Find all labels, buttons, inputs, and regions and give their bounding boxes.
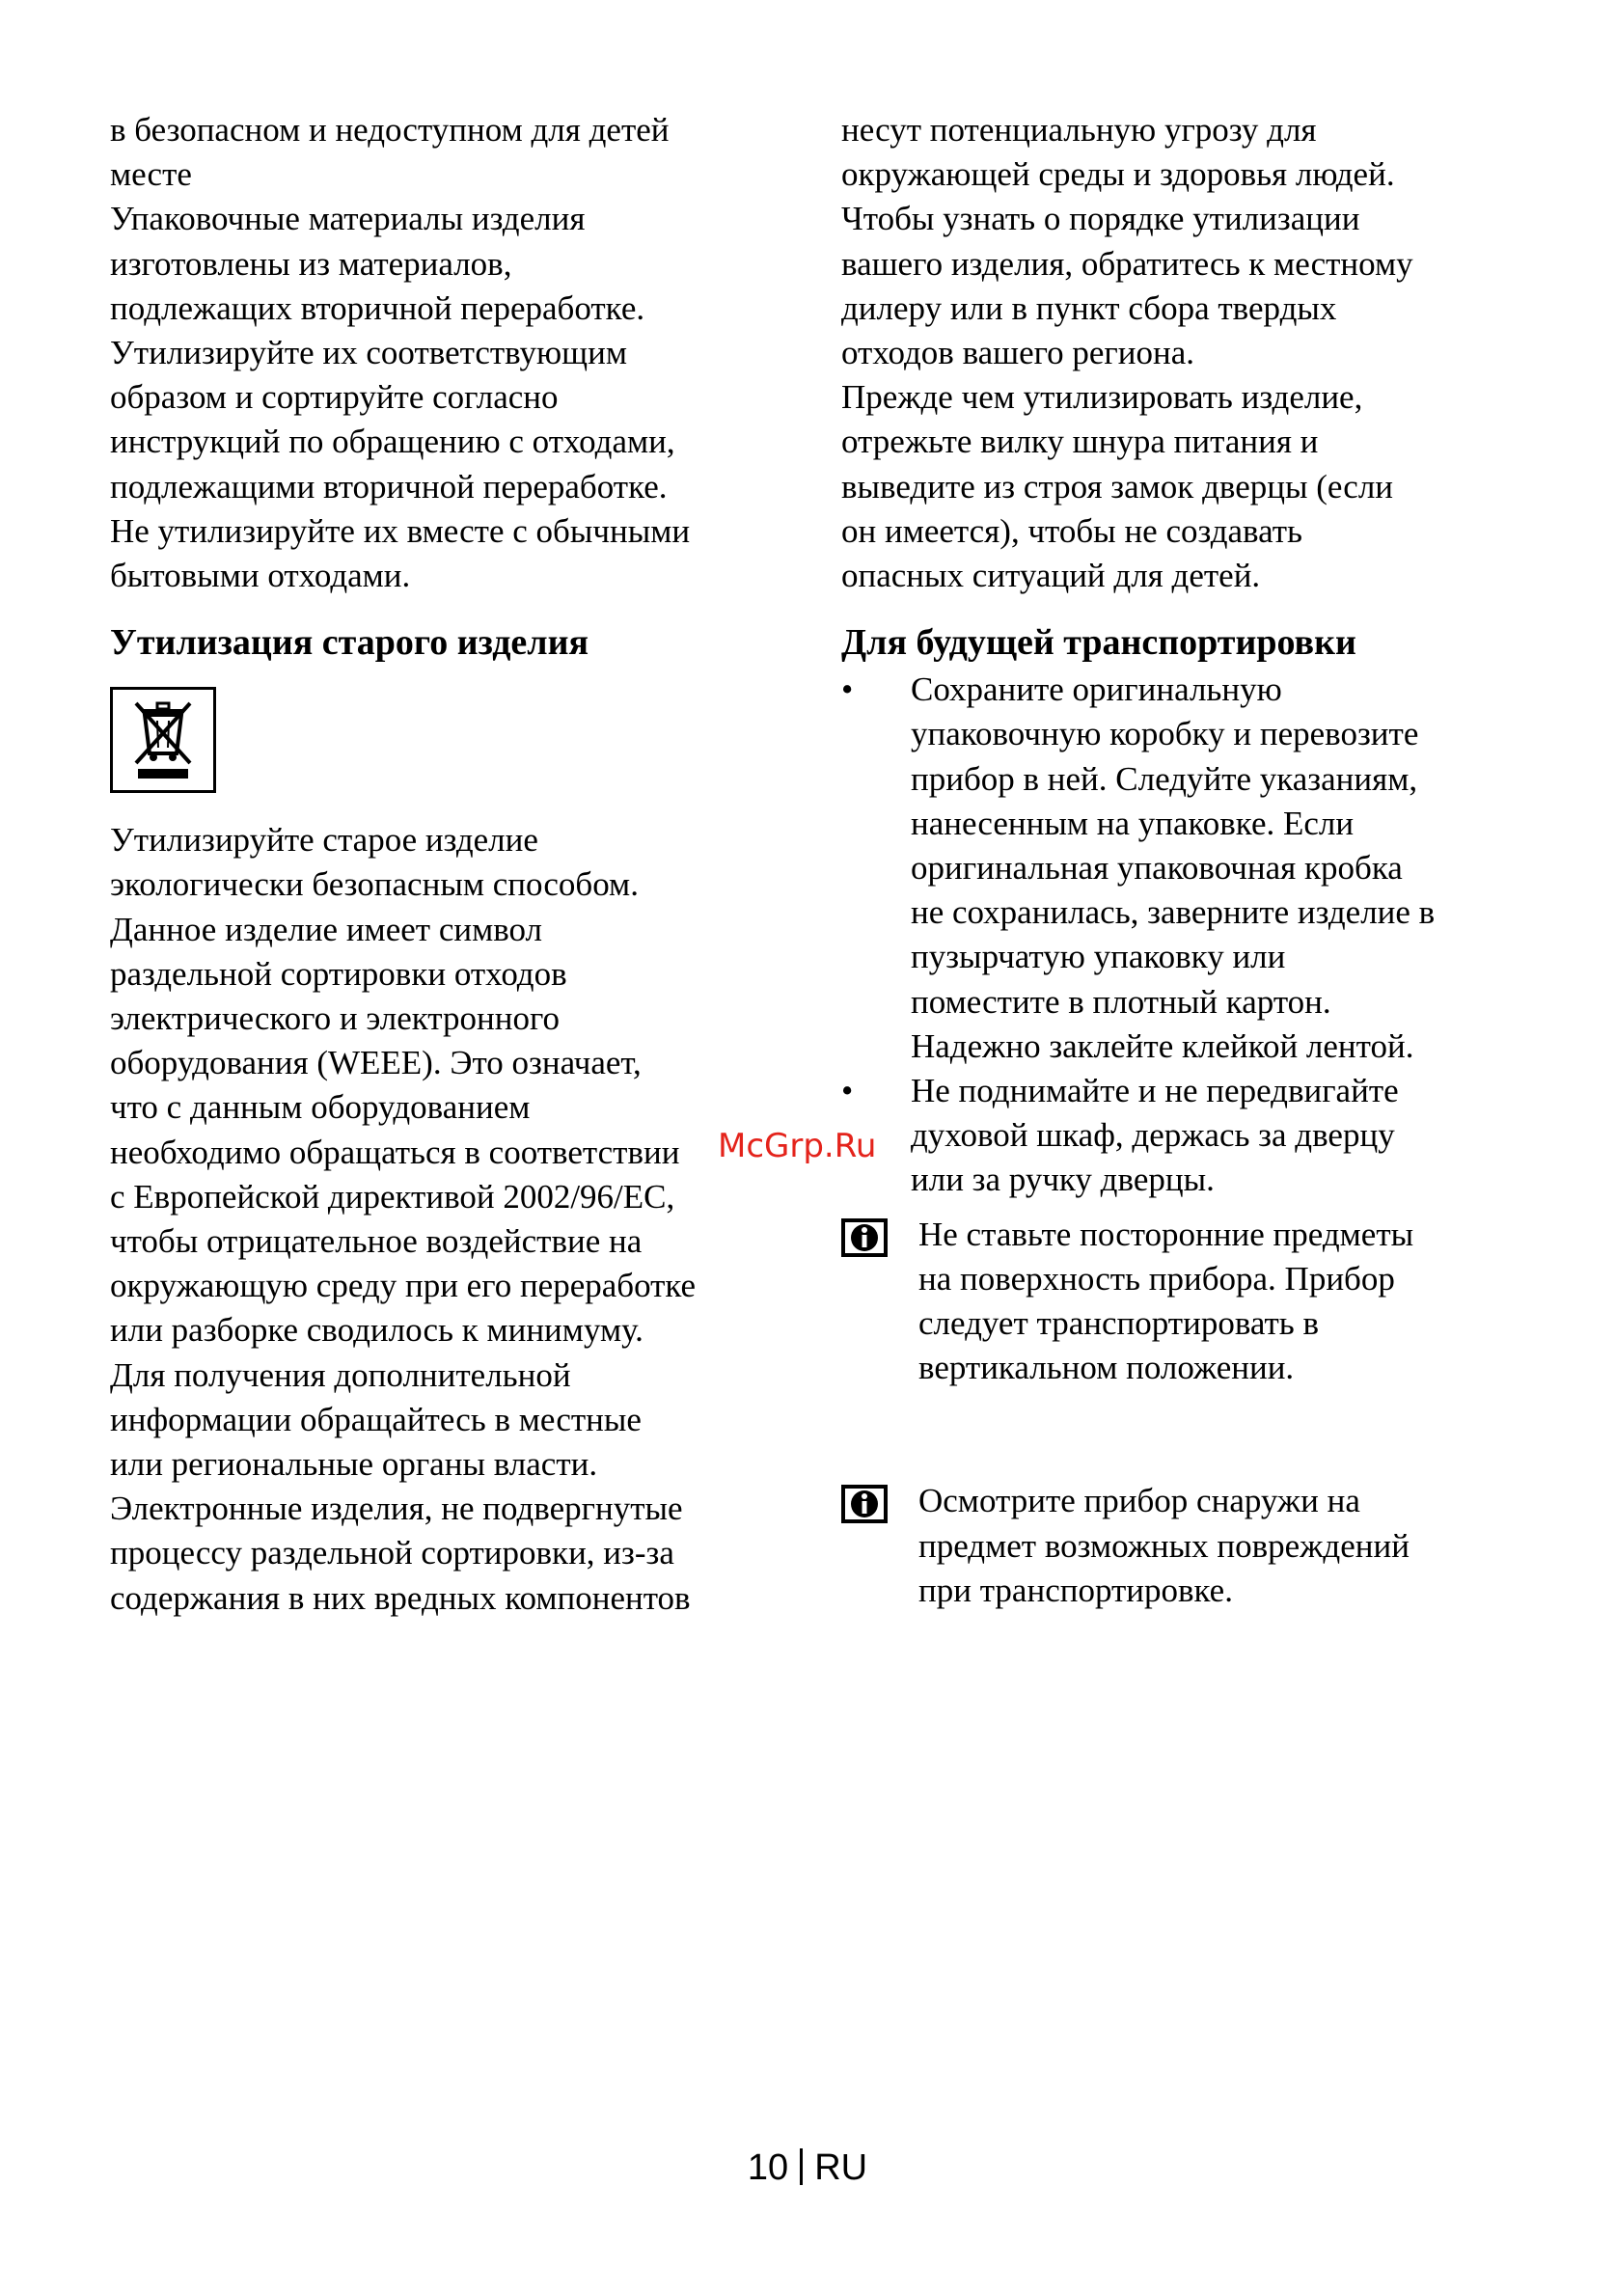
text-line: несут потенциальную угрозу для	[841, 111, 1317, 149]
text-line: окружающей среды и здоровья людей.	[841, 155, 1395, 194]
list-item	[841, 1069, 1536, 1203]
text-line: с Европейской директивой 2002/96/EC,	[110, 1177, 675, 1216]
text-line: он имеется), чтобы не создавать	[841, 511, 1302, 550]
text-line: Не ставьте посторонние предметы	[918, 1215, 1414, 1253]
text-line: при транспортировке.	[918, 1571, 1233, 1609]
text-line: раздельной сортировки отходов	[110, 954, 567, 993]
info-note	[841, 1213, 1536, 1391]
page-footer	[0, 2147, 1615, 2189]
bullet-list	[841, 668, 1536, 1202]
page-number: 10	[747, 2147, 789, 2188]
text-line: не сохранилась, заверните изделие в	[911, 893, 1436, 932]
text-line: прибор в ней. Следуйте указаниям,	[911, 759, 1418, 798]
section-heading-disposal: Утилизация старого изделия	[110, 622, 589, 664]
text-line: содержания в них вредных компонентов	[110, 1578, 691, 1617]
text-line: Электронные изделия, не подвергнутые	[110, 1490, 683, 1528]
text-line: пузырчатую упаковку или	[911, 938, 1286, 976]
text-line: экологически безопасным способом.	[110, 865, 639, 904]
left-intro-paragraph	[110, 108, 805, 598]
text-line: Осмотрите прибор снаружи на	[918, 1482, 1360, 1520]
language-code: RU	[814, 2147, 868, 2188]
left-column	[110, 108, 805, 1621]
text-line: поместите в плотный картон.	[911, 982, 1331, 1021]
text-line: или разборке сводилось к минимуму.	[110, 1311, 643, 1350]
text-line: электрического и электронного	[110, 999, 560, 1038]
text-line: Прежде чем утилизировать изделие,	[841, 378, 1363, 417]
text-line: необходимо обращаться в соответствии	[110, 1133, 680, 1171]
text-line: или региональные органы власти.	[110, 1445, 598, 1484]
info-icon	[841, 1213, 918, 1391]
info-icon	[841, 1479, 918, 1613]
text-line: духовой шкаф, держась за дверцу	[911, 1116, 1395, 1155]
crossed-out-wheelie-bin-icon	[110, 687, 216, 793]
text-line: опасных ситуаций для детей.	[841, 557, 1261, 595]
text-line: процессу раздельной сортировки, из-за	[110, 1534, 674, 1572]
text-line: вертикальном положении.	[918, 1349, 1295, 1387]
text-line: Данное изделие имеет символ	[110, 910, 543, 948]
text-line: подлежащих вторичной переработке.	[110, 288, 645, 327]
text-line: инструкций по обращению с отходами,	[110, 423, 675, 461]
text-line: Для получения дополнительной	[110, 1355, 571, 1394]
text-line: нанесенным на упаковке. Если	[911, 804, 1355, 842]
text-line: предмет возможных повреждений	[918, 1526, 1410, 1565]
list-item	[841, 668, 1536, 1069]
list-item-text	[911, 1069, 1536, 1203]
section-heading-transport: Для будущей транспортировки	[841, 622, 1356, 664]
text-line: Не поднимайте и не передвигайте	[911, 1072, 1399, 1110]
text-line: Утилизируйте старое изделие	[110, 821, 538, 860]
bullet-icon: •	[841, 670, 854, 709]
text-line: изготовлены из материалов,	[110, 244, 512, 283]
text-line: Утилизируйте их соответствующим	[110, 334, 627, 372]
text-line: следует транспортировать в	[918, 1304, 1320, 1343]
right-column	[841, 108, 1536, 1613]
bullet-icon: •	[841, 1072, 854, 1110]
text-line: вашего изделия, обратитесь к местному	[841, 244, 1413, 283]
right-intro-paragraph	[841, 108, 1536, 598]
text-line: Надежно заклейте клейкой лентой.	[911, 1026, 1414, 1065]
text-line: бытовыми отходами.	[110, 557, 411, 595]
text-line: в безопасном и недоступном для детей	[110, 111, 670, 149]
text-line: выведите из строя замок дверцы (если	[841, 467, 1394, 506]
footer-separator	[800, 2148, 803, 2185]
text-line: оригинальная упаковочная кробка	[911, 849, 1403, 888]
info-note-text	[918, 1213, 1536, 1391]
info-note-text	[918, 1479, 1536, 1613]
text-line: месте	[110, 155, 192, 194]
text-line: Не утилизируйте их вместе с обычными	[110, 511, 691, 550]
text-line: дилеру или в пункт сбора твердых	[841, 288, 1337, 327]
text-line: на поверхность прибора. Прибор	[918, 1259, 1395, 1298]
list-item-text	[911, 668, 1536, 1069]
text-line: или за ручку дверцы.	[911, 1161, 1215, 1199]
text-line: что с данным оборудованием	[110, 1088, 531, 1127]
text-line: отходов вашего региона.	[841, 334, 1195, 372]
text-line: Сохраните оригинальную	[911, 670, 1282, 709]
text-line: окружающую среду при его переработке	[110, 1267, 697, 1305]
text-line: Чтобы узнать о порядке утилизации	[841, 200, 1360, 238]
text-line: образом и сортируйте согласно	[110, 378, 559, 417]
disposal-paragraph	[110, 818, 805, 1621]
text-line: упаковочную коробку и перевозите	[911, 715, 1419, 753]
info-note	[841, 1479, 1536, 1613]
text-line: отрежьте вилку шнура питания и	[841, 423, 1319, 461]
text-line: подлежащими вторичной переработке.	[110, 467, 668, 506]
text-line: оборудования (WEEE). Это означает,	[110, 1044, 642, 1082]
watermark: McGrp.Ru	[718, 1127, 877, 1165]
text-line: Упаковочные материалы изделия	[110, 200, 586, 238]
text-line: информации обращайтесь в местные	[110, 1400, 642, 1438]
text-line: чтобы отрицательное воздействие на	[110, 1222, 643, 1261]
